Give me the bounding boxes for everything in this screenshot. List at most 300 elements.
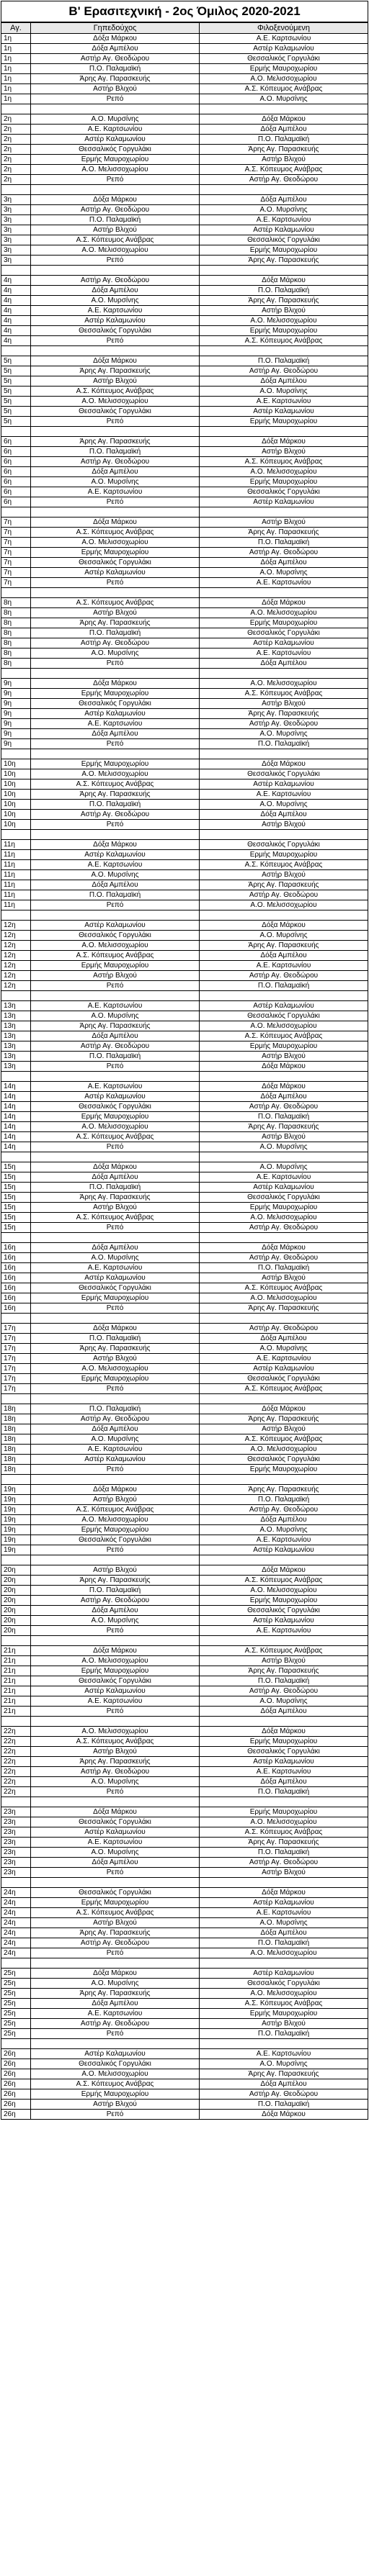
home-team-cell: Άρης Αγ. Παρασκευής xyxy=(31,1344,200,1353)
round-cell: 4η xyxy=(1,276,31,285)
round-cell: 11η xyxy=(1,900,31,910)
round-cell: 2η xyxy=(1,175,31,184)
away-team-cell: Π.Ο. Παλαμαϊκή xyxy=(200,538,368,547)
away-team-cell: Άρης Αγ. Παρασκευής xyxy=(200,1485,368,1494)
home-team-cell: Ρεπό xyxy=(31,900,200,910)
away-team-cell: Δόξα Μάρκου xyxy=(200,759,368,769)
round-cell: 4η xyxy=(1,336,31,345)
away-team-cell: Αστέρ Καλαμωνίου xyxy=(200,1898,368,1907)
home-team-cell: Θεσσαλικός Γοργυλάκι xyxy=(31,931,200,940)
round-cell: 23η xyxy=(1,1827,31,1837)
round-cell: 25η xyxy=(1,2029,31,2038)
table-row xyxy=(1,1132,368,1142)
away-team-cell: Α.Ο. Μελισσοχωρίου xyxy=(200,1445,368,1454)
home-team-cell: Αστήρ Βλιχού xyxy=(31,84,200,94)
home-team-cell: Ερμής Μαυροχωρίου xyxy=(31,155,200,164)
round-cell: 1η xyxy=(1,94,31,104)
table-row xyxy=(1,1001,368,1011)
spacer-cell xyxy=(31,427,200,436)
table-row xyxy=(1,1344,368,1354)
round-cell: 25η xyxy=(1,2019,31,2028)
table-row xyxy=(1,1434,368,1445)
table-row xyxy=(1,1193,368,1203)
round-cell: 9η xyxy=(1,699,31,708)
away-team-cell: Α.Ο. Μελισσοχωρίου xyxy=(200,1989,368,1998)
table-row xyxy=(1,417,368,427)
away-team-cell: Αστήρ Αγ. Θεοδώρου xyxy=(200,1686,368,1696)
table-row xyxy=(1,1253,368,1263)
round-cell: 3η xyxy=(1,225,31,235)
table-row xyxy=(1,94,368,104)
spacer-row xyxy=(1,1878,368,1888)
table-row xyxy=(1,921,368,931)
away-team-cell: Δόξα Αμπέλου xyxy=(200,659,368,668)
table-row xyxy=(1,1576,368,1586)
spacer-cell xyxy=(31,749,200,759)
home-team-cell: Θεσσαλικός Γοργυλάκι xyxy=(31,1888,200,1897)
home-team-cell: Α.Σ. Κόπευμος Ανάβρας xyxy=(31,2079,200,2089)
table-row xyxy=(1,1817,368,1827)
away-team-cell: Αστήρ Αγ. Θεοδώρου xyxy=(200,1253,368,1262)
away-team-cell: Αστέρ Καλαμωνίου xyxy=(200,497,368,507)
table-row xyxy=(1,84,368,94)
home-team-cell: Ρεπό xyxy=(31,1223,200,1232)
away-team-cell: Δόξα Αμπέλου xyxy=(200,810,368,819)
away-team-cell: Α.Ο. Μυρσίνης xyxy=(200,800,368,809)
spacer-cell xyxy=(31,1072,200,1081)
table-row xyxy=(1,1082,368,1092)
home-team-cell: Άρης Αγ. Παρασκευής xyxy=(31,1021,200,1031)
home-team-cell: Ρεπό xyxy=(31,578,200,587)
table-row xyxy=(1,618,368,628)
round-cell: 23η xyxy=(1,1858,31,1867)
round-cell: 18η xyxy=(1,1455,31,1464)
spacer-row xyxy=(1,1152,368,1162)
table-row xyxy=(1,296,368,306)
table-row xyxy=(1,1777,368,1787)
home-team-cell: Αστήρ Αγ. Θεοδώρου xyxy=(31,1767,200,1776)
spacer-cell xyxy=(200,588,368,597)
away-team-cell: Δόξα Αμπέλου xyxy=(200,1334,368,1343)
table-row xyxy=(1,1183,368,1193)
round-cell: 16η xyxy=(1,1273,31,1283)
away-team-cell: Α.Ο. Μελισσοχωρίου xyxy=(200,1586,368,1595)
table-row xyxy=(1,225,368,235)
round-cell: 14η xyxy=(1,1082,31,1091)
table-row xyxy=(1,1303,368,1314)
home-team-cell: Α.Ο. Μυρσίνης xyxy=(31,1616,200,1625)
away-team-cell: Ερμής Μαυροχωρίου xyxy=(200,2009,368,2018)
table-row xyxy=(1,528,368,538)
home-team-cell: Α.Ο. Μελισσοχωρίου xyxy=(31,165,200,174)
round-cell: 2η xyxy=(1,114,31,124)
round-cell: 5η xyxy=(1,356,31,366)
table-row xyxy=(1,1858,368,1868)
spacer-cell xyxy=(1,910,31,920)
home-team-cell: Θεσσαλικός Γοργυλάκι xyxy=(31,699,200,708)
away-team-cell: Θεσσαλικός Γοργυλάκι xyxy=(200,840,368,849)
table-row xyxy=(1,1142,368,1152)
table-row xyxy=(1,1384,368,1394)
away-team-cell: Αστήρ Αγ. Θεοδώρου xyxy=(200,1223,368,1232)
spacer-cell xyxy=(1,2039,31,2048)
table-row xyxy=(1,850,368,860)
table-row xyxy=(1,1374,368,1384)
away-team-cell: Θεσσαλικός Γοργυλάκι xyxy=(200,769,368,779)
spacer-cell xyxy=(1,1797,31,1807)
table-row xyxy=(1,739,368,749)
table-row xyxy=(1,1838,368,1848)
round-cell: 6η xyxy=(1,457,31,466)
home-team-cell: Α.Σ. Κόπευμος Ανάβρας xyxy=(31,598,200,607)
away-team-cell: Αστήρ Αγ. Θεοδώρου xyxy=(200,366,368,376)
home-team-cell: Α.Σ. Κόπευμος Ανάβρας xyxy=(31,951,200,960)
table-row xyxy=(1,2089,368,2100)
home-team-cell: Α.Ο. Μυρσίνης xyxy=(31,477,200,487)
table-row xyxy=(1,2049,368,2059)
home-team-cell: Ρεπό xyxy=(31,1868,200,1877)
spacer-row xyxy=(1,749,368,759)
away-team-cell: Δόξα Αμπέλου xyxy=(200,376,368,386)
round-cell: 22η xyxy=(1,1747,31,1756)
spacer-cell xyxy=(1,1636,31,1645)
home-team-cell: Α.Ο. Μελισσοχωρίου xyxy=(31,1727,200,1736)
round-cell: 15η xyxy=(1,1223,31,1232)
table-row xyxy=(1,215,368,225)
home-team-cell: Ρεπό xyxy=(31,256,200,265)
table-row xyxy=(1,2079,368,2089)
away-team-cell: Π.Ο. Παλαμαϊκή xyxy=(200,1676,368,1686)
away-team-cell: Δόξα Μάρκου xyxy=(200,1727,368,1736)
round-cell: 3η xyxy=(1,235,31,245)
round-cell: 14η xyxy=(1,1122,31,1131)
round-cell: 21η xyxy=(1,1696,31,1706)
table-row xyxy=(1,981,368,991)
away-team-cell: Ερμής Μαυροχωρίου xyxy=(200,1737,368,1746)
home-team-cell: Α.Σ. Κόπευμος Ανάβρας xyxy=(31,1132,200,1142)
spacer-row xyxy=(1,1717,368,1727)
round-cell: 3η xyxy=(1,245,31,255)
away-team-cell: Άρης Αγ. Παρασκευής xyxy=(200,256,368,265)
away-team-cell: Αστέρ Καλαμωνίου xyxy=(200,1757,368,1766)
away-team-cell: Αστήρ Αγ. Θεοδώρου xyxy=(200,1102,368,1111)
table-row xyxy=(1,1908,368,1918)
round-cell: 3η xyxy=(1,205,31,214)
home-team-cell: Αστέρ Καλαμωνίου xyxy=(31,709,200,718)
round-cell: 11η xyxy=(1,850,31,859)
spacer-cell xyxy=(200,185,368,194)
round-cell: 15η xyxy=(1,1162,31,1172)
away-team-cell: Α.Σ. Κόπευμος Ανάβρας xyxy=(200,1576,368,1585)
round-cell: 9η xyxy=(1,729,31,738)
home-team-cell: Α.Ο. Μυρσίνης xyxy=(31,1253,200,1262)
round-cell: 16η xyxy=(1,1263,31,1273)
spacer-cell xyxy=(31,588,200,597)
table-row xyxy=(1,1737,368,1747)
round-cell: 7η xyxy=(1,538,31,547)
away-team-cell: Α.Σ. Κόπευμος Ανάβρας xyxy=(200,1031,368,1041)
table-row xyxy=(1,1767,368,1777)
home-team-cell: Α.Ε. Καρτσωνίου xyxy=(31,1696,200,1706)
table-row xyxy=(1,195,368,205)
away-team-cell: Άρης Αγ. Παρασκευής xyxy=(200,1666,368,1676)
home-team-cell: Αστήρ Αγ. Θεοδώρου xyxy=(31,1414,200,1424)
table-row xyxy=(1,1565,368,1576)
away-team-cell: Αστήρ Βλιχού xyxy=(200,820,368,829)
round-cell: 1η xyxy=(1,74,31,83)
table-row xyxy=(1,1999,368,2009)
round-cell: 20η xyxy=(1,1596,31,1605)
home-team-cell: Α.Ο. Μυρσίνης xyxy=(31,1011,200,1021)
table-row xyxy=(1,1807,368,1817)
home-team-cell: Π.Ο. Παλαμαϊκή xyxy=(31,1586,200,1595)
spacer-cell xyxy=(200,1636,368,1645)
table-row xyxy=(1,568,368,578)
home-team-cell: Ρεπό xyxy=(31,497,200,507)
table-row xyxy=(1,840,368,850)
away-team-cell: Α.Ο. Μυρσίνης xyxy=(200,1525,368,1535)
spacer-cell xyxy=(1,427,31,436)
home-team-cell: Α.Ο. Μυρσίνης xyxy=(31,1777,200,1786)
away-team-cell: Π.Ο. Παλαμαϊκή xyxy=(200,1787,368,1797)
home-team-cell: Ρεπό xyxy=(31,1384,200,1393)
home-team-cell: Άρης Αγ. Παρασκευής xyxy=(31,1928,200,1938)
home-team-cell: Α.Ε. Καρτσωνίου xyxy=(31,306,200,315)
table-row xyxy=(1,1112,368,1122)
table-row xyxy=(1,497,368,507)
table-row xyxy=(1,1535,368,1545)
spacer-cell xyxy=(1,185,31,194)
table-row xyxy=(1,1948,368,1958)
round-cell: 8η xyxy=(1,648,31,658)
away-team-cell: Ερμής Μαυροχωρίου xyxy=(200,477,368,487)
table-row xyxy=(1,1827,368,1838)
table-row xyxy=(1,1586,368,1596)
home-team-cell: Α.Σ. Κόπευμος Ανάβρας xyxy=(31,387,200,396)
table-row xyxy=(1,1696,368,1707)
home-team-cell: Α.Ο. Μελισσοχωρίου xyxy=(31,1515,200,1524)
round-cell: 15η xyxy=(1,1183,31,1192)
home-team-cell: Αστήρ Βλιχού xyxy=(31,1354,200,1363)
spacer-cell xyxy=(200,1555,368,1565)
table-row xyxy=(1,608,368,618)
home-team-cell: Α.Σ. Κόπευμος Ανάβρας xyxy=(31,1505,200,1514)
home-team-cell: Α.Ο. Μυρσίνης xyxy=(31,870,200,880)
spacer-row xyxy=(1,2039,368,2049)
away-team-cell: Δόξα Αμπέλου xyxy=(200,1707,368,1716)
table-row xyxy=(1,951,368,961)
round-cell: 23η xyxy=(1,1817,31,1827)
round-cell: 24η xyxy=(1,1948,31,1958)
table-row xyxy=(1,145,368,155)
away-team-cell: Α.Σ. Κόπευμος Ανάβρας xyxy=(200,860,368,869)
home-team-cell: Άρης Αγ. Παρασκευής xyxy=(31,366,200,376)
home-team-cell: Α.Ε. Καρτσωνίου xyxy=(31,1263,200,1273)
away-team-cell: Άρης Αγ. Παρασκευής xyxy=(200,880,368,890)
table-row xyxy=(1,860,368,870)
home-team-cell: Α.Σ. Κόπευμος Ανάβρας xyxy=(31,235,200,245)
home-team-cell: Αστήρ Βλιχού xyxy=(31,376,200,386)
home-team-cell: Ερμής Μαυροχωρίου xyxy=(31,2089,200,2099)
spacer-cell xyxy=(31,910,200,920)
home-team-cell: Θεσσαλικός Γοργυλάκι xyxy=(31,1535,200,1545)
round-cell: 4η xyxy=(1,296,31,305)
away-team-cell: Α.Ο. Μελισσοχωρίου xyxy=(200,316,368,325)
away-team-cell: Δόξα Μάρκου xyxy=(200,2110,368,2119)
round-cell: 4η xyxy=(1,286,31,295)
round-cell: 6η xyxy=(1,467,31,476)
round-cell: 22η xyxy=(1,1767,31,1776)
spacer-cell xyxy=(31,1233,200,1242)
spacer-cell xyxy=(1,1072,31,1081)
away-team-cell: Θεσσαλικός Γοργυλάκι xyxy=(200,1979,368,1988)
round-cell: 7η xyxy=(1,568,31,577)
table-row xyxy=(1,1485,368,1495)
round-cell: 11η xyxy=(1,840,31,849)
home-team-cell: Αστήρ Αγ. Θεοδώρου xyxy=(31,1041,200,1051)
table-row xyxy=(1,1414,368,1424)
round-cell: 21η xyxy=(1,1646,31,1655)
table-row xyxy=(1,1041,368,1052)
home-team-cell: Ρεπό xyxy=(31,1465,200,1474)
away-team-cell: Α.Ο. Μελισσοχωρίου xyxy=(200,467,368,476)
round-cell: 12η xyxy=(1,971,31,980)
away-team-cell: Α.Ο. Μυρσίνης xyxy=(200,1142,368,1152)
away-team-cell: Αστήρ Αγ. Θεοδώρου xyxy=(200,548,368,557)
spacer-cell xyxy=(31,1717,200,1726)
table-row xyxy=(1,800,368,810)
round-cell: 15η xyxy=(1,1172,31,1182)
table-row xyxy=(1,1848,368,1858)
table-row xyxy=(1,155,368,165)
away-team-cell: Αστέρ Καλαμωνίου xyxy=(200,1969,368,1978)
home-team-cell: Αστήρ Αγ. Θεοδώρου xyxy=(31,457,200,466)
spacer-row xyxy=(1,185,368,195)
round-cell: 23η xyxy=(1,1807,31,1817)
table-row xyxy=(1,64,368,74)
away-team-cell: Ερμής Μαυροχωρίου xyxy=(200,1596,368,1605)
spacer-cell xyxy=(1,266,31,275)
home-team-cell: Δόξα Μάρκου xyxy=(31,195,200,204)
round-cell: 25η xyxy=(1,1999,31,2008)
away-team-cell: Αστήρ Βλιχού xyxy=(200,155,368,164)
away-team-cell: Π.Ο. Παλαμαϊκή xyxy=(200,135,368,144)
round-cell: 1η xyxy=(1,54,31,63)
round-cell: 17η xyxy=(1,1334,31,1343)
round-cell: 13η xyxy=(1,1041,31,1051)
spacer-row xyxy=(1,1072,368,1082)
round-cell: 7η xyxy=(1,528,31,537)
spacer-cell xyxy=(200,1797,368,1807)
round-cell: 15η xyxy=(1,1213,31,1222)
spacer-row xyxy=(1,1958,368,1969)
spacer-row xyxy=(1,1555,368,1565)
table-row xyxy=(1,1727,368,1737)
table-row xyxy=(1,598,368,608)
home-team-cell: Ρεπό xyxy=(31,94,200,104)
home-team-cell: Άρης Αγ. Παρασκευής xyxy=(31,1989,200,1998)
round-cell: 24η xyxy=(1,1918,31,1928)
away-team-cell: Αστέρ Καλαμωνίου xyxy=(200,407,368,416)
table-row xyxy=(1,810,368,820)
away-team-cell: Α.Ε. Καρτσωνίου xyxy=(200,1172,368,1182)
home-team-cell: Α.Ο. Μυρσίνης xyxy=(31,648,200,658)
home-team-cell: Δόξα Μάρκου xyxy=(31,34,200,43)
table-row xyxy=(1,659,368,669)
round-cell: 13η xyxy=(1,1031,31,1041)
away-team-cell: Δόξα Αμπέλου xyxy=(200,558,368,567)
home-team-cell: Α.Ε. Καρτσωνίου xyxy=(31,487,200,497)
table-row xyxy=(1,356,368,366)
fixture-table xyxy=(1,34,368,2120)
table-row xyxy=(1,387,368,397)
table-row xyxy=(1,1172,368,1183)
round-cell: 10η xyxy=(1,769,31,779)
round-cell: 6η xyxy=(1,487,31,497)
round-cell: 24η xyxy=(1,1898,31,1907)
round-cell: 24η xyxy=(1,1928,31,1938)
table-row xyxy=(1,1404,368,1414)
round-cell: 19η xyxy=(1,1495,31,1504)
away-team-cell: Α.Ε. Καρτσωνίου xyxy=(200,215,368,225)
away-team-cell: Α.Ο. Μελισσοχωρίου xyxy=(200,679,368,688)
home-team-cell: Α.Ο. Μελισσοχωρίου xyxy=(31,397,200,406)
header-away: Φιλοξενούμενη xyxy=(200,23,368,33)
home-team-cell: Αστήρ Βλιχού xyxy=(31,1747,200,1756)
table-row xyxy=(1,2009,368,2019)
table-row xyxy=(1,114,368,125)
round-cell: 20η xyxy=(1,1586,31,1595)
spacer-cell xyxy=(31,1152,200,1162)
spacer-cell xyxy=(200,2039,368,2048)
table-row xyxy=(1,890,368,900)
home-team-cell: Δόξα Μάρκου xyxy=(31,679,200,688)
table-row xyxy=(1,326,368,336)
home-team-cell: Α.Σ. Κόπευμος Ανάβρας xyxy=(31,1908,200,1917)
table-row xyxy=(1,1031,368,1041)
spacer-row xyxy=(1,104,368,114)
round-cell: 11η xyxy=(1,860,31,869)
away-team-cell: Δόξα Αμπέλου xyxy=(200,951,368,960)
home-team-cell: Ρεπό xyxy=(31,1707,200,1716)
table-row xyxy=(1,1495,368,1505)
home-team-cell: Ερμής Μαυροχωρίου xyxy=(31,548,200,557)
home-team-cell: Ρεπό xyxy=(31,417,200,426)
round-cell: 5η xyxy=(1,366,31,376)
away-team-cell: Δόξα Αμπέλου xyxy=(200,1092,368,1101)
away-team-cell: Α.Ε. Καρτσωνίου xyxy=(200,1908,368,1917)
home-team-cell: Θεσσαλικός Γοργυλάκι xyxy=(31,2059,200,2069)
away-team-cell: Δόξα Μάρκου xyxy=(200,1565,368,1575)
away-team-cell: Ερμής Μαυροχωρίου xyxy=(200,417,368,426)
home-team-cell: Α.Ε. Καρτσωνίου xyxy=(31,1445,200,1454)
header-round: Αγ. xyxy=(1,23,31,33)
table-row xyxy=(1,447,368,457)
home-team-cell: Α.Ο. Μυρσίνης xyxy=(31,1848,200,1857)
table-row xyxy=(1,1162,368,1172)
table-row xyxy=(1,1928,368,1938)
away-team-cell: Αστήρ Βλιχού xyxy=(200,1052,368,1061)
spacer-row xyxy=(1,266,368,276)
spacer-cell xyxy=(200,1072,368,1081)
home-team-cell: Ρεπό xyxy=(31,1545,200,1555)
away-team-cell: Αστήρ Αγ. Θεοδώρου xyxy=(200,1324,368,1333)
home-team-cell: Ρεπό xyxy=(31,1062,200,1071)
round-cell: 17η xyxy=(1,1374,31,1383)
away-team-cell: Α.Ο. Μυρσίνης xyxy=(200,205,368,214)
table-header xyxy=(1,22,368,34)
home-team-cell: Α.Σ. Κόπευμος Ανάβρας xyxy=(31,1213,200,1222)
